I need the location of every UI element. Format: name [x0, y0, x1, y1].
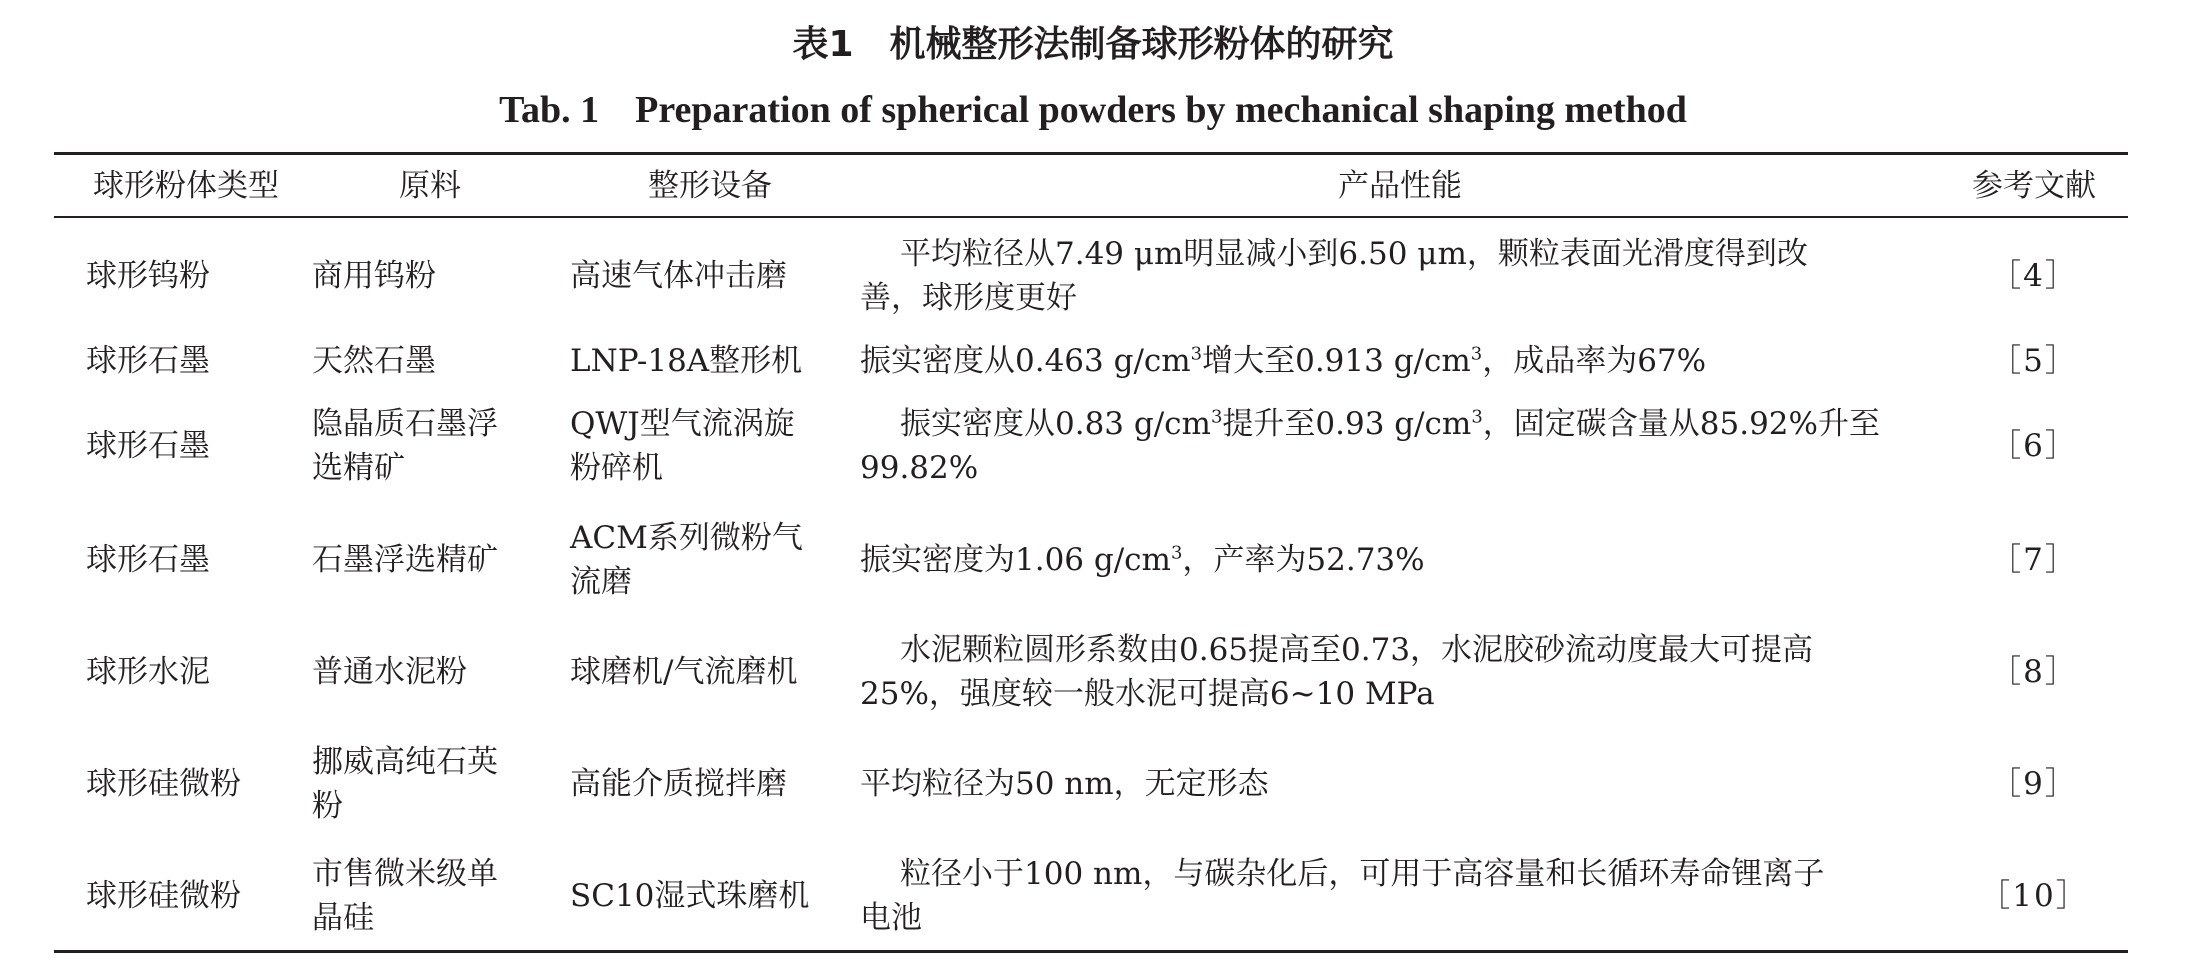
- table-caption-en: Preparation of spherical powders by mechanical shaping method: [635, 89, 1687, 131]
- cell-equipment: 球磨机/气流磨机: [570, 654, 798, 690]
- cell-reference: ［10］: [1979, 878, 2089, 914]
- table-title-en: [0, 84, 2186, 136]
- cell-performance: 平均粒径为50 nm，无定形态: [860, 766, 1269, 802]
- cell-type: 球形硅微粉: [86, 766, 241, 802]
- cell-performance: 平均粒径从7.49 μm明显减小到6.50 μm，颗粒表面光滑度得到改 善，球形度更好: [860, 236, 1808, 316]
- cell-reference: ［8］: [1990, 654, 2078, 690]
- header-material: 原料: [399, 168, 461, 204]
- table-title-cn: [0, 20, 2186, 70]
- cell-reference: ［6］: [1990, 428, 2078, 464]
- cell-performance: 振实密度从0.463 $g/cm^3$增大至0.913 $g/cm^3$，成品率为67%: [860, 343, 1707, 379]
- cell-type: 球形石墨: [86, 343, 210, 379]
- cell-equipment: SC10湿式珠磨机: [570, 878, 810, 914]
- cell-reference: ［4］: [1990, 258, 2078, 294]
- cell-material: 商用钨粉: [312, 258, 436, 294]
- cell-material: 隐晶质石墨浮 选精矿: [312, 406, 498, 486]
- table-header-row: [0, 154, 2186, 216]
- table-row: [0, 624, 2186, 720]
- table-label-cn: 表1: [792, 24, 854, 65]
- cell-reference: ［9］: [1990, 766, 2078, 802]
- cell-performance: 粒径小于100 nm，与碳杂化后，可用于高容量和长循环寿命锂离子 电池: [860, 856, 1825, 936]
- table-row: [0, 736, 2186, 832]
- cell-type: 球形硅微粉: [86, 878, 241, 914]
- cell-equipment: 高能介质搅拌磨: [570, 766, 787, 802]
- cell-type: 球形钨粉: [86, 258, 210, 294]
- table-row: [0, 512, 2186, 608]
- header-type: 球形粉体类型: [93, 168, 279, 204]
- cell-performance: 水泥颗粒圆形系数由0.65提高至0.73，水泥胶砂流动度最大可提高 25%，强度较一般水泥可提高6~10 MPa: [860, 632, 1814, 712]
- cell-performance: 振实密度为1.06 $g/cm^3$，产率为52.73%: [860, 542, 1425, 578]
- bottom-rule: [54, 950, 2128, 953]
- cell-reference: ［7］: [1990, 542, 2078, 578]
- cell-equipment: LNP-18A整形机: [570, 343, 803, 379]
- cell-equipment: 高速气体冲击磨: [570, 258, 787, 294]
- header-performance: 产品性能: [1338, 168, 1462, 204]
- header-equipment: 整形设备: [648, 168, 772, 204]
- table-row: [0, 398, 2186, 494]
- cell-type: 球形石墨: [86, 542, 210, 578]
- table-caption-cn: 机械整形法制备球形粉体的研究: [889, 24, 1394, 65]
- cell-type: 球形石墨: [86, 428, 210, 464]
- cell-material: 挪威高纯石英 粉: [312, 744, 498, 824]
- cell-equipment: QWJ型气流涡旋 粉碎机: [570, 406, 795, 486]
- cell-material: 普通水泥粉: [312, 654, 467, 690]
- table-row: [0, 228, 2186, 324]
- table-row: [0, 334, 2186, 388]
- table-row: [0, 848, 2186, 944]
- cell-material: 石墨浮选精矿: [312, 542, 498, 578]
- cell-type: 球形水泥: [86, 654, 210, 690]
- table-label-en: Tab. 1: [499, 89, 600, 131]
- cell-material: 市售微米级单 晶硅: [312, 856, 498, 936]
- cell-performance: 振实密度从0.83 $g/cm^3$提升至0.93 $g/cm^3$，固定碳含量从85.92%升至 99.82%: [860, 406, 1880, 486]
- cell-equipment: ACM系列微粉气 流磨: [570, 520, 803, 600]
- cell-material: 天然石墨: [312, 343, 436, 379]
- header-reference: 参考文献: [1972, 168, 2096, 204]
- cell-reference: ［5］: [1990, 343, 2078, 379]
